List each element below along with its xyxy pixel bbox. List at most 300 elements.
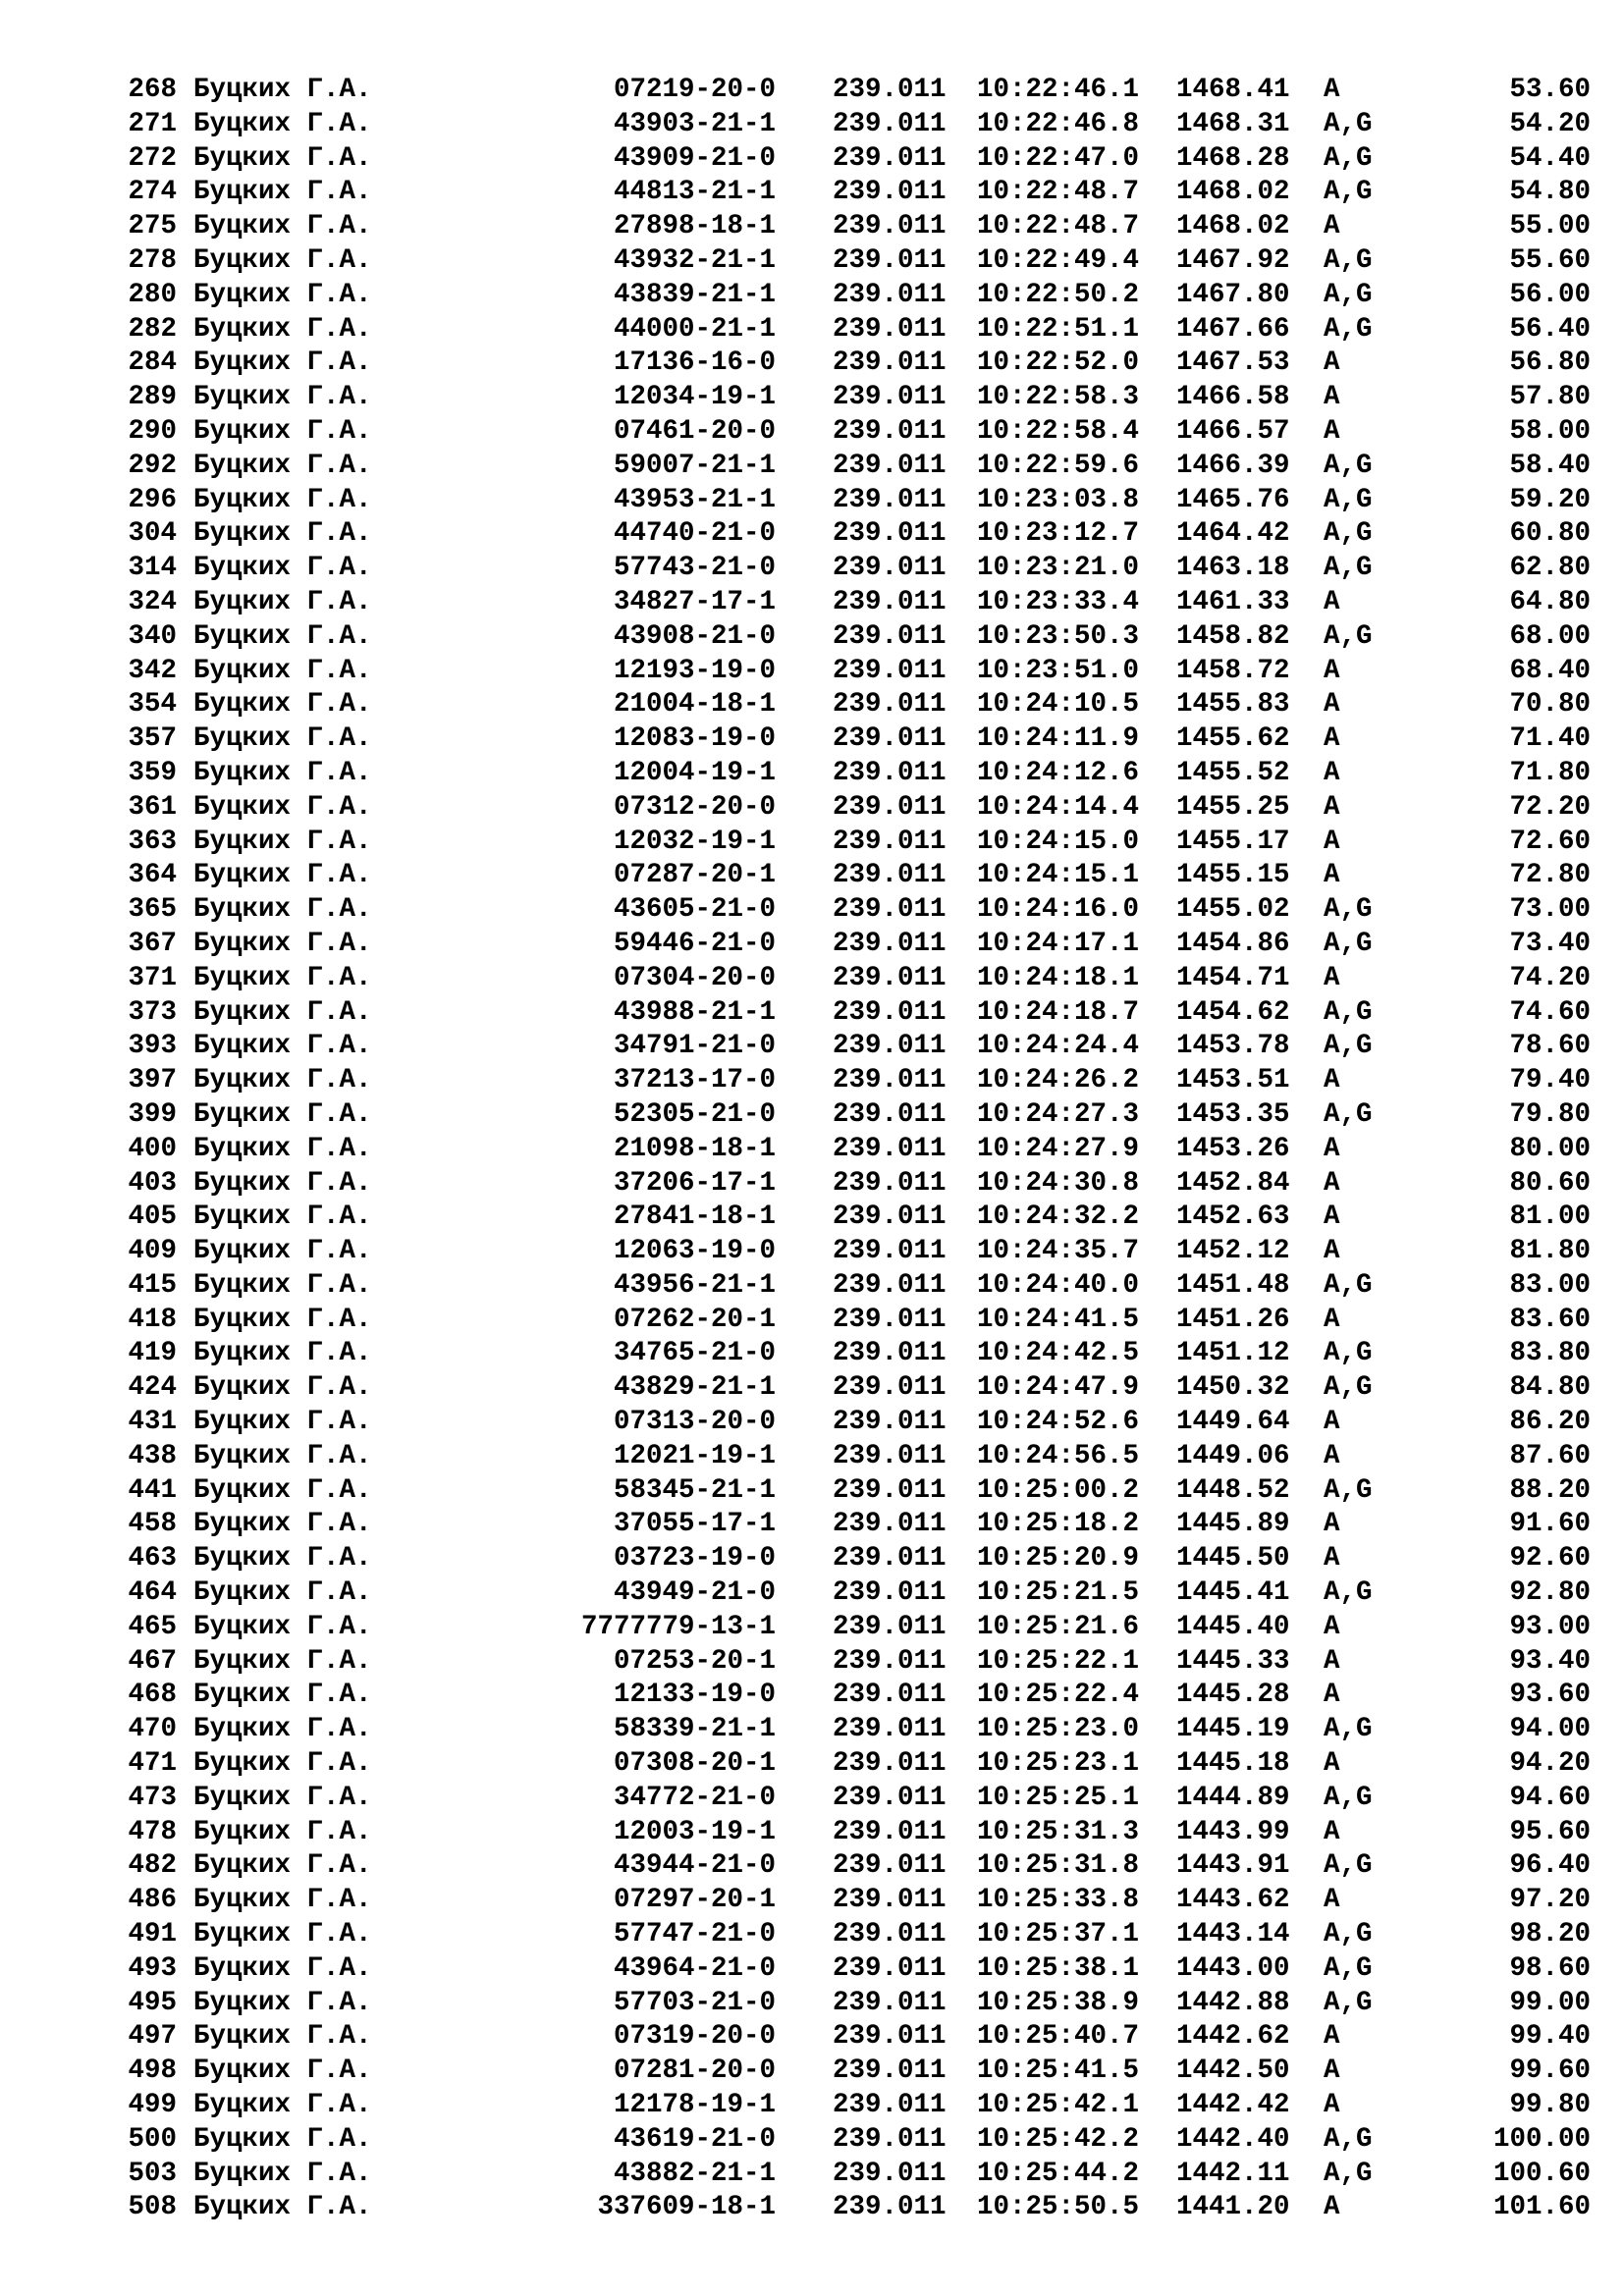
participant-name: Буцких Г.А.: [193, 689, 372, 721]
row-number: 365: [128, 894, 177, 926]
row-number: 464: [128, 1577, 177, 1609]
row-number: 290: [128, 415, 177, 447]
timestamp: 10:24:32.2: [977, 1201, 1140, 1233]
table-row: [0, 996, 1624, 1031]
participant-name: Буцких Г.А.: [193, 1987, 372, 2018]
record-code: 07319-20-0: [613, 2021, 776, 2053]
reading-value: 239.011: [833, 1680, 947, 1711]
frequency: 1442.42: [1176, 2090, 1290, 2121]
row-number: 508: [128, 2192, 177, 2223]
timestamp: 10:24:47.9: [977, 1372, 1140, 1404]
table-row: [0, 2158, 1624, 2192]
participant-name: Буцких Г.А.: [193, 177, 372, 208]
timestamp: 10:24:56.5: [977, 1440, 1140, 1471]
participant-name: Буцких Г.А.: [193, 1201, 372, 1233]
mode-flags: A: [1324, 1167, 1340, 1199]
table-row: [0, 1167, 1624, 1201]
row-number: 403: [128, 1167, 177, 1199]
row-number: 482: [128, 1850, 177, 1882]
row-number: 431: [128, 1407, 177, 1438]
mode-flags: A,G: [1324, 1782, 1373, 1813]
participant-name: Буцких Г.А.: [193, 450, 372, 481]
row-number: 292: [128, 450, 177, 481]
reading-value: 239.011: [833, 1474, 947, 1506]
frequency: 1461.33: [1176, 586, 1290, 617]
table-row: [0, 1679, 1624, 1713]
row-number: 467: [128, 1645, 177, 1677]
frequency: 1467.80: [1176, 279, 1290, 310]
table-row: [0, 688, 1624, 722]
mode-flags: A: [1324, 1645, 1340, 1677]
reading-value: 239.011: [833, 1816, 947, 1847]
frequency: 1443.14: [1176, 1919, 1290, 1950]
row-number: 304: [128, 518, 177, 550]
row-number: 274: [128, 177, 177, 208]
table-row: [0, 108, 1624, 142]
reading-value: 239.011: [833, 689, 947, 721]
frequency: 1445.89: [1176, 1509, 1290, 1540]
mode-flags: A,G: [1324, 244, 1373, 276]
mode-flags: A: [1324, 2090, 1340, 2121]
timestamp: 10:24:26.2: [977, 1065, 1140, 1096]
reading-value: 239.011: [833, 1407, 947, 1438]
reading-value: 239.011: [833, 586, 947, 617]
frequency: 1465.76: [1176, 484, 1290, 515]
table-row: [0, 620, 1624, 655]
row-number: 271: [128, 108, 177, 139]
row-number: 409: [128, 1236, 177, 1267]
table-row: [0, 1747, 1624, 1782]
points: 73.00: [1509, 894, 1591, 926]
row-number: 314: [128, 553, 177, 584]
points: 99.40: [1509, 2021, 1591, 2053]
record-code: 44813-21-1: [613, 177, 776, 208]
table-row: [0, 176, 1624, 210]
participant-name: Буцких Г.А.: [193, 894, 372, 926]
mode-flags: A,G: [1324, 1952, 1373, 1984]
participant-name: Буцких Г.А.: [193, 518, 372, 550]
participant-name: Буцких Г.А.: [193, 791, 372, 823]
record-code: 43949-21-0: [613, 1577, 776, 1609]
points: 56.80: [1509, 347, 1591, 379]
reading-value: 239.011: [833, 1167, 947, 1199]
mode-flags: A: [1324, 655, 1340, 686]
timestamp: 10:22:52.0: [977, 347, 1140, 379]
participant-name: Буцких Г.А.: [193, 1816, 372, 1847]
participant-name: Буцких Г.А.: [193, 1680, 372, 1711]
row-number: 354: [128, 689, 177, 721]
record-code: 07308-20-1: [613, 1748, 776, 1780]
record-code: 34827-17-1: [613, 586, 776, 617]
record-code: 12021-19-1: [613, 1440, 776, 1471]
frequency: 1442.62: [1176, 2021, 1290, 2053]
frequency: 1455.15: [1176, 860, 1290, 891]
reading-value: 239.011: [833, 553, 947, 584]
participant-name: Буцких Г.А.: [193, 2090, 372, 2121]
participant-name: Буцких Г.А.: [193, 1338, 372, 1369]
frequency: 1442.11: [1176, 2158, 1290, 2189]
participant-name: Буцких Г.А.: [193, 1782, 372, 1813]
timestamp: 10:25:23.1: [977, 1748, 1140, 1780]
row-number: 405: [128, 1201, 177, 1233]
mode-flags: A,G: [1324, 142, 1373, 174]
record-code: 21004-18-1: [613, 689, 776, 721]
table-row: [0, 74, 1624, 108]
frequency: 1468.41: [1176, 75, 1290, 105]
participant-name: Буцких Г.А.: [193, 1714, 372, 1745]
participant-name: Буцких Г.А.: [193, 347, 372, 379]
mode-flags: A: [1324, 1611, 1340, 1642]
mode-flags: A,G: [1324, 620, 1373, 652]
record-code: 43988-21-1: [613, 996, 776, 1028]
frequency: 1441.20: [1176, 2192, 1290, 2223]
table-row: [0, 1576, 1624, 1611]
reading-value: 239.011: [833, 313, 947, 345]
frequency: 1455.52: [1176, 757, 1290, 788]
frequency: 1449.64: [1176, 1407, 1290, 1438]
mode-flags: A: [1324, 2192, 1340, 2223]
points: 94.20: [1509, 1748, 1591, 1780]
reading-value: 239.011: [833, 1850, 947, 1882]
record-code: 27841-18-1: [613, 1201, 776, 1233]
participant-name: Буцких Г.А.: [193, 1098, 372, 1130]
record-code: 43829-21-1: [613, 1372, 776, 1404]
mode-flags: A,G: [1324, 894, 1373, 926]
participant-name: Буцких Г.А.: [193, 142, 372, 174]
table-row: [0, 1645, 1624, 1680]
table-row: [0, 2020, 1624, 2055]
record-code: 37213-17-0: [613, 1065, 776, 1096]
timestamp: 10:23:21.0: [977, 553, 1140, 584]
frequency: 1455.02: [1176, 894, 1290, 926]
timestamp: 10:24:40.0: [977, 1269, 1140, 1301]
mode-flags: A,G: [1324, 518, 1373, 550]
row-number: 340: [128, 620, 177, 652]
row-number: 284: [128, 347, 177, 379]
mode-flags: A,G: [1324, 1987, 1373, 2018]
reading-value: 239.011: [833, 1645, 947, 1677]
reading-value: 239.011: [833, 2090, 947, 2121]
reading-value: 239.011: [833, 894, 947, 926]
frequency: 1453.51: [1176, 1065, 1290, 1096]
points: 53.60: [1509, 75, 1591, 105]
frequency: 1442.88: [1176, 1987, 1290, 2018]
timestamp: 10:25:22.1: [977, 1645, 1140, 1677]
reading-value: 239.011: [833, 450, 947, 481]
participant-name: Буцких Г.А.: [193, 1748, 372, 1780]
timestamp: 10:25:25.1: [977, 1782, 1140, 1813]
table-row: [0, 2089, 1624, 2123]
record-code: 12063-19-0: [613, 1236, 776, 1267]
reading-value: 239.011: [833, 382, 947, 413]
frequency: 1468.31: [1176, 108, 1290, 139]
mode-flags: A: [1324, 2021, 1340, 2053]
mode-flags: A: [1324, 962, 1340, 993]
table-row: [0, 2123, 1624, 2158]
timestamp: 10:22:47.0: [977, 142, 1140, 174]
record-code: 43903-21-1: [613, 108, 776, 139]
timestamp: 10:25:42.1: [977, 2090, 1140, 2121]
timestamp: 10:22:48.7: [977, 177, 1140, 208]
mode-flags: A: [1324, 1748, 1340, 1780]
mode-flags: A: [1324, 1440, 1340, 1471]
timestamp: 10:25:22.4: [977, 1680, 1140, 1711]
reading-value: 239.011: [833, 1201, 947, 1233]
points: 54.40: [1509, 142, 1591, 174]
row-number: 419: [128, 1338, 177, 1369]
results-list: [0, 74, 1624, 2225]
frequency: 1448.52: [1176, 1474, 1290, 1506]
record-code: 43956-21-1: [613, 1269, 776, 1301]
points: 62.80: [1509, 553, 1591, 584]
mode-flags: A: [1324, 2056, 1340, 2087]
table-row: [0, 1918, 1624, 1952]
mode-flags: A,G: [1324, 2123, 1373, 2155]
points: 54.20: [1509, 108, 1591, 139]
table-row: [0, 1849, 1624, 1884]
reading-value: 239.011: [833, 1577, 947, 1609]
points: 84.80: [1509, 1372, 1591, 1404]
timestamp: 10:23:03.8: [977, 484, 1140, 515]
table-row: [0, 484, 1624, 518]
record-code: 58339-21-1: [613, 1714, 776, 1745]
frequency: 1445.28: [1176, 1680, 1290, 1711]
mode-flags: A: [1324, 1680, 1340, 1711]
row-number: 498: [128, 2056, 177, 2087]
record-code: 43944-21-0: [613, 1850, 776, 1882]
table-row: [0, 1098, 1624, 1133]
mode-flags: A,G: [1324, 553, 1373, 584]
participant-name: Буцких Г.А.: [193, 1543, 372, 1575]
row-number: 499: [128, 2090, 177, 2121]
reading-value: 239.011: [833, 2123, 947, 2155]
points: 83.00: [1509, 1269, 1591, 1301]
timestamp: 10:23:50.3: [977, 620, 1140, 652]
participant-name: Буцких Г.А.: [193, 962, 372, 993]
timestamp: 10:25:41.5: [977, 2056, 1140, 2087]
points: 60.80: [1509, 518, 1591, 550]
record-code: 03723-19-0: [613, 1543, 776, 1575]
record-code: 43909-21-0: [613, 142, 776, 174]
participant-name: Буцких Г.А.: [193, 1167, 372, 1199]
points: 92.80: [1509, 1577, 1591, 1609]
participant-name: Буцких Г.А.: [193, 1611, 372, 1642]
frequency: 1464.42: [1176, 518, 1290, 550]
timestamp: 10:25:33.8: [977, 1885, 1140, 1916]
table-row: [0, 415, 1624, 450]
record-code: 27898-18-1: [613, 211, 776, 242]
timestamp: 10:22:51.1: [977, 313, 1140, 345]
table-row: [0, 244, 1624, 279]
row-number: 371: [128, 962, 177, 993]
row-number: 500: [128, 2123, 177, 2155]
reading-value: 239.011: [833, 1236, 947, 1267]
frequency: 1458.72: [1176, 655, 1290, 686]
row-number: 399: [128, 1098, 177, 1130]
points: 79.80: [1509, 1098, 1591, 1130]
mode-flags: A,G: [1324, 1338, 1373, 1369]
table-row: [0, 381, 1624, 415]
points: 71.80: [1509, 757, 1591, 788]
mode-flags: A,G: [1324, 928, 1373, 959]
table-row: [0, 1884, 1624, 1918]
reading-value: 239.011: [833, 723, 947, 755]
table-row: [0, 1542, 1624, 1576]
frequency: 1451.26: [1176, 1304, 1290, 1335]
reading-value: 239.011: [833, 826, 947, 857]
record-code: 07219-20-0: [613, 75, 776, 105]
points: 100.60: [1492, 2158, 1591, 2189]
reading-value: 239.011: [833, 1543, 947, 1575]
row-number: 278: [128, 244, 177, 276]
frequency: 1454.86: [1176, 928, 1290, 959]
points: 93.00: [1509, 1611, 1591, 1642]
mode-flags: A,G: [1324, 2158, 1373, 2189]
row-number: 364: [128, 860, 177, 891]
participant-name: Буцких Г.А.: [193, 1065, 372, 1096]
reading-value: 239.011: [833, 1748, 947, 1780]
participant-name: Буцких Г.А.: [193, 2123, 372, 2155]
mode-flags: A,G: [1324, 450, 1373, 481]
frequency: 1442.40: [1176, 2123, 1290, 2155]
row-number: 471: [128, 1748, 177, 1780]
points: 73.40: [1509, 928, 1591, 959]
table-row: [0, 1782, 1624, 1816]
table-row: [0, 1987, 1624, 2021]
reading-value: 239.011: [833, 1133, 947, 1164]
reading-value: 239.011: [833, 1338, 947, 1369]
row-number: 367: [128, 928, 177, 959]
timestamp: 10:24:10.5: [977, 689, 1140, 721]
table-row: [0, 655, 1624, 689]
record-code: 337609-18-1: [597, 2192, 776, 2223]
timestamp: 10:22:46.1: [977, 75, 1140, 105]
participant-name: Буцких Г.А.: [193, 1952, 372, 1984]
row-number: 495: [128, 1987, 177, 2018]
timestamp: 10:24:18.1: [977, 962, 1140, 993]
row-number: 363: [128, 826, 177, 857]
frequency: 1467.66: [1176, 313, 1290, 345]
participant-name: Буцких Г.А.: [193, 313, 372, 345]
reading-value: 239.011: [833, 415, 947, 447]
record-code: 21098-18-1: [613, 1133, 776, 1164]
record-code: 43953-21-1: [613, 484, 776, 515]
record-code: 44000-21-1: [613, 313, 776, 345]
row-number: 438: [128, 1440, 177, 1471]
participant-name: Буцких Г.А.: [193, 1407, 372, 1438]
row-number: 458: [128, 1509, 177, 1540]
mode-flags: A: [1324, 757, 1340, 788]
table-row: [0, 1508, 1624, 1542]
mode-flags: A,G: [1324, 313, 1373, 345]
timestamp: 10:22:46.8: [977, 108, 1140, 139]
points: 96.40: [1509, 1850, 1591, 1882]
frequency: 1466.57: [1176, 415, 1290, 447]
participant-name: Буцких Г.А.: [193, 1372, 372, 1404]
points: 71.40: [1509, 723, 1591, 755]
record-code: 58345-21-1: [613, 1474, 776, 1506]
mode-flags: A,G: [1324, 1850, 1373, 1882]
row-number: 465: [128, 1611, 177, 1642]
row-number: 357: [128, 723, 177, 755]
frequency: 1455.25: [1176, 791, 1290, 823]
points: 94.60: [1509, 1782, 1591, 1813]
timestamp: 10:25:31.8: [977, 1850, 1140, 1882]
mode-flags: A,G: [1324, 1372, 1373, 1404]
row-number: 468: [128, 1680, 177, 1711]
frequency: 1451.48: [1176, 1269, 1290, 1301]
points: 93.40: [1509, 1645, 1591, 1677]
frequency: 1443.00: [1176, 1952, 1290, 1984]
mode-flags: A,G: [1324, 1577, 1373, 1609]
frequency: 1452.63: [1176, 1201, 1290, 1233]
row-number: 486: [128, 1885, 177, 1916]
participant-name: Буцких Г.А.: [193, 75, 372, 105]
row-number: 282: [128, 313, 177, 345]
row-number: 373: [128, 996, 177, 1028]
frequency: 1443.99: [1176, 1816, 1290, 1847]
frequency: 1453.78: [1176, 1031, 1290, 1062]
reading-value: 239.011: [833, 1952, 947, 1984]
table-row: [0, 1064, 1624, 1098]
record-code: 07287-20-1: [613, 860, 776, 891]
reading-value: 239.011: [833, 962, 947, 993]
mode-flags: A: [1324, 75, 1340, 105]
table-row: [0, 1304, 1624, 1338]
frequency: 1443.91: [1176, 1850, 1290, 1882]
record-code: 43964-21-0: [613, 1952, 776, 1984]
timestamp: 10:25:21.6: [977, 1611, 1140, 1642]
table-row: [0, 1235, 1624, 1269]
timestamp: 10:22:48.7: [977, 211, 1140, 242]
participant-name: Буцких Г.А.: [193, 2158, 372, 2189]
record-code: 57703-21-0: [613, 1987, 776, 2018]
points: 94.00: [1509, 1714, 1591, 1745]
participant-name: Буцких Г.А.: [193, 1440, 372, 1471]
row-number: 359: [128, 757, 177, 788]
row-number: 491: [128, 1919, 177, 1950]
reading-value: 239.011: [833, 279, 947, 310]
reading-value: 239.011: [833, 142, 947, 174]
timestamp: 10:25:40.7: [977, 2021, 1140, 2053]
points: 95.60: [1509, 1816, 1591, 1847]
reading-value: 239.011: [833, 1885, 947, 1916]
mode-flags: A: [1324, 826, 1340, 857]
points: 74.20: [1509, 962, 1591, 993]
record-code: 34772-21-0: [613, 1782, 776, 1813]
frequency: 1455.17: [1176, 826, 1290, 857]
record-code: 12032-19-1: [613, 826, 776, 857]
row-number: 424: [128, 1372, 177, 1404]
frequency: 1452.84: [1176, 1167, 1290, 1199]
frequency: 1445.33: [1176, 1645, 1290, 1677]
record-code: 44740-21-0: [613, 518, 776, 550]
frequency: 1443.62: [1176, 1885, 1290, 1916]
timestamp: 10:24:16.0: [977, 894, 1140, 926]
mode-flags: A,G: [1324, 1474, 1373, 1506]
table-row: [0, 2055, 1624, 2089]
timestamp: 10:24:42.5: [977, 1338, 1140, 1369]
table-row: [0, 1713, 1624, 1747]
record-code: 34791-21-0: [613, 1031, 776, 1062]
table-row: [0, 1406, 1624, 1440]
record-code: 12193-19-0: [613, 655, 776, 686]
mode-flags: A: [1324, 1885, 1340, 1916]
row-number: 463: [128, 1543, 177, 1575]
mode-flags: A,G: [1324, 1098, 1373, 1130]
timestamp: 10:22:50.2: [977, 279, 1140, 310]
points: 83.60: [1509, 1304, 1591, 1335]
